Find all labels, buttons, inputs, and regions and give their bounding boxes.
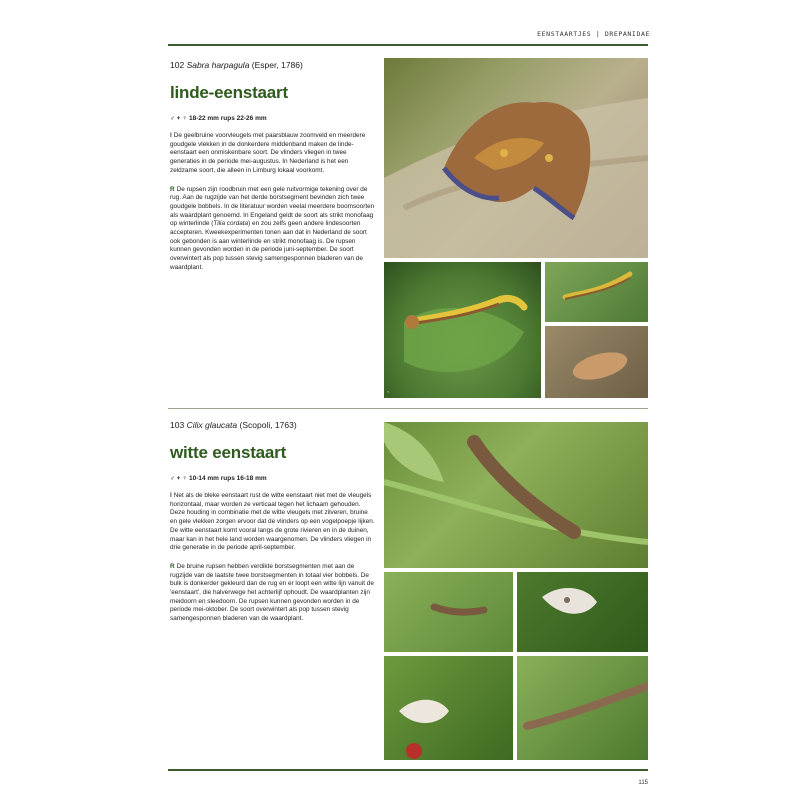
species-latin-name: Cilix glaucata	[186, 420, 238, 430]
larva-illustration	[545, 262, 648, 322]
larva-illustration	[384, 262, 541, 398]
middle-rule	[168, 408, 648, 409]
species-number-line	[170, 60, 375, 71]
bottom-rule	[168, 769, 648, 771]
species-common-name: linde-eenstaart	[170, 83, 288, 102]
species-size: ♂ + ♀ 18-22 mm rups 22-26 mm	[170, 115, 267, 122]
larva-text-part-2: ) en zou zelfs geen andere lindesoorten accepteren. Kweekexperimenten tonen aan dat in Nederland de soort ook gebonden is aan winterlinde en strikt monofaag is. De rupsen kunnen gevonden worden in de periode juni-september. De soort overwintert als pop tussen stevig samengesponnen bladeren van de waardplant.	[170, 220, 367, 271]
larva-mark: R	[170, 185, 175, 193]
species-author: (Scopoli, 1763)	[239, 420, 297, 430]
species-latin-name: Sabra harpagula	[186, 60, 250, 70]
photo-moth-white	[517, 572, 648, 652]
white-moth-illustration	[517, 572, 648, 652]
page-number: 115	[638, 780, 648, 786]
larva-text-italic: Tilia cordata	[213, 220, 249, 228]
pupa-illustration	[545, 326, 648, 398]
adult-text: Net als de bleke eenstaart rust de witte eenstaart niet met de vleugels horizontaal, maar worden ze verticaal tegen het lichaam gehouden. Deze houding in combinatie met de witte vleugels met zilveren, bruine en gele vlekken zorgen ervoor dat de vlinders op een vogelpoepje lijken. De witte eenstaart komt vooral langs de grote rivieren en in de duinen, maar kan in het hele land worden waargenomen. De vlinders vliegen in drie generatie in de periode april-september.	[170, 492, 375, 552]
species-number: 102	[170, 60, 185, 70]
species-size: ♂ + ♀ 10-14 mm rups 16-18 mm	[170, 475, 267, 482]
larva-text: De bruine rupsen hebben verdikte borstsegmenten met aan de rugzijde van de laatste twee borstsegmenten in totaal vier bobbels. De bulk is donkerder gekleurd dan de rug en er loopt een witte lijn vanuit de 'eenstaart', die halverwege het achterlijf ophoudt. De waardplanten zijn meidoorn en sleedoorn. De rupsen kunnen gevonden worden in de periode mei-oktober. De soort overwintert als pop tussen stevig samengesponnen bladeren van de waardplant.	[170, 562, 374, 623]
larva-paragraph	[170, 563, 375, 624]
larva-illustration	[384, 572, 513, 652]
pupa-illustration	[517, 656, 648, 760]
species-number-line	[170, 420, 375, 431]
adult-text: De geelbruine voorvleugels met paarsblauw zoomveld en meerdere goudgele vlekken in de donkerdere middenband maken de linde-eenstaart een onmiskenbare soort. De vlinders vliegen in twee generaties in de periode mei-augustus. In Nederland is het een zeldzame soort, die alleen in Limburg lokaal voorkomt.	[170, 132, 366, 174]
larva-twig-illustration	[384, 422, 648, 568]
photo-pupa-small	[545, 326, 648, 398]
white-moth-illustration	[384, 656, 513, 760]
photo-larva-twig-large	[384, 422, 648, 568]
larva-mark: R	[170, 562, 175, 570]
photo-moth-white-twig	[384, 656, 513, 760]
species-author: (Esper, 1786)	[251, 60, 303, 70]
top-rule	[168, 44, 648, 46]
photo-larva-leaf-large	[384, 262, 541, 398]
larva-text-part-1: De rupsen zijn roodbruin met een gele ruitvormige tekening over de rug. Aan de rugzijde van het derde borstsegment bevinden zich twee goudgele bobbels. In de literatuur worden veelal meerdere boomsoorten als waardplant genoemd. In Engeland geldt de soort als strikt monofaag op winterlinde (	[170, 185, 375, 228]
species-entry-103	[170, 420, 375, 624]
species-common-name: witte eenstaart	[170, 443, 287, 462]
adult-mark: I	[170, 132, 172, 139]
photo-number-label: ꜛ	[387, 391, 389, 396]
adult-paragraph	[170, 132, 375, 176]
photo-pupa-twig	[517, 656, 648, 760]
adult-mark: I	[170, 492, 172, 499]
adult-paragraph	[170, 492, 375, 553]
photo-larva-small-2	[384, 572, 513, 652]
species-number: 103	[170, 420, 185, 430]
photo-moth-adult	[384, 58, 648, 258]
photo-larva-small-1	[545, 262, 648, 322]
header-section-label: EENSTAARTJES | DREPANIDAE	[537, 30, 650, 38]
larva-paragraph	[170, 186, 375, 273]
species-entry-102	[170, 60, 375, 273]
moth-illustration	[384, 58, 648, 258]
